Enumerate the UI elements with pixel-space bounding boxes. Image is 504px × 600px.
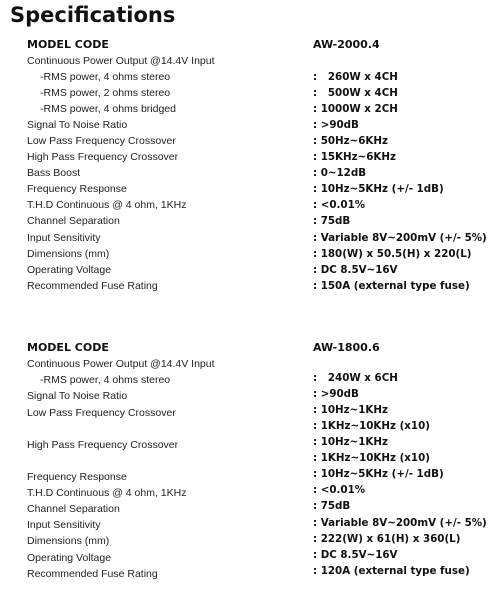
spec-label: -RMS power, 4 ohms bridged	[40, 103, 176, 115]
spec-value: : 240W x 6CH	[313, 372, 398, 384]
spec-value: : 75dB	[313, 500, 351, 512]
spec-label: Operating Voltage	[27, 552, 112, 564]
spec-value: : 1KHz~10KHz (x10)	[313, 420, 430, 432]
spec-label: -RMS power, 4 ohms stereo	[40, 374, 171, 386]
spec-label: Continuous Power Output @14.4V Input	[27, 358, 215, 370]
spec-value: : 222(W) x 61(H) x 360(L)	[313, 533, 461, 545]
spec-value: : >90dB	[313, 388, 359, 400]
spec-label: Low Pass Frequency Crossover	[27, 135, 176, 147]
spec-label: Signal To Noise Ratio	[27, 119, 128, 131]
spec-value: : 1000W x 2CH	[313, 103, 398, 115]
spec-label: Recommended Fuse Rating	[27, 280, 158, 292]
spec-value: : 10Hz~1KHz	[313, 436, 389, 448]
page-title: Specifications	[10, 3, 176, 27]
spec-label: T.H.D Continuous @ 4 ohm, 1KHz	[27, 199, 187, 211]
spec-value: : 260W x 4CH	[313, 71, 398, 83]
spec-value: : 10Hz~5KHz (+/- 1dB)	[313, 183, 444, 195]
spec-label: Input Sensitivity	[27, 232, 101, 244]
spec-label: Dimensions (mm)	[27, 535, 110, 547]
model-code-value: AW-1800.6	[313, 341, 380, 354]
spec-label: Input Sensitivity	[27, 519, 101, 531]
spec-value: : DC 8.5V~16V	[313, 264, 398, 276]
spec-value: : 150A (external type fuse)	[313, 280, 470, 292]
spec-label: Bass Boost	[27, 167, 81, 179]
spec-label: Channel Separation	[27, 215, 120, 227]
spec-label: -RMS power, 2 ohms stereo	[40, 87, 171, 99]
spec-value: : 10Hz~1KHz	[313, 404, 389, 416]
spec-value: : <0.01%	[313, 199, 366, 211]
spec-label: Recommended Fuse Rating	[27, 568, 158, 580]
spec-value: : Variable 8V~200mV (+/- 5%)	[313, 517, 487, 529]
spec-label: High Pass Frequency Crossover	[27, 439, 179, 451]
model-code-label: MODEL CODE	[27, 38, 109, 51]
spec-value: : 1KHz~10KHz (x10)	[313, 452, 430, 464]
spec-value: : 10Hz~5KHz (+/- 1dB)	[313, 468, 444, 480]
spec-value: : <0.01%	[313, 484, 366, 496]
spec-value: : 0~12dB	[313, 167, 367, 179]
spec-value: : 500W x 4CH	[313, 87, 398, 99]
spec-label: Continuous Power Output @14.4V Input	[27, 55, 215, 67]
spec-value: : 120A (external type fuse)	[313, 565, 470, 577]
spec-label: Frequency Response	[27, 471, 127, 483]
spec-value: : 180(W) x 50.5(H) x 220(L)	[313, 248, 472, 260]
spec-label: High Pass Frequency Crossover	[27, 151, 179, 163]
spec-label: -RMS power, 4 ohms stereo	[40, 71, 171, 83]
spec-label: Low Pass Frequency Crossover	[27, 407, 176, 419]
spec-value: : 75dB	[313, 215, 351, 227]
spec-label: Channel Separation	[27, 503, 120, 515]
spec-label: Frequency Response	[27, 183, 127, 195]
spec-value: : Variable 8V~200mV (+/- 5%)	[313, 232, 487, 244]
spec-value: : 50Hz~6KHz	[313, 135, 389, 147]
spec-label: Dimensions (mm)	[27, 248, 110, 260]
spec-value: : DC 8.5V~16V	[313, 549, 398, 561]
spec-label: Operating Voltage	[27, 264, 112, 276]
spec-label: T.H.D Continuous @ 4 ohm, 1KHz	[27, 487, 187, 499]
model-code-label: MODEL CODE	[27, 341, 109, 354]
spec-value: : 15KHz~6KHz	[313, 151, 397, 163]
spec-label: Signal To Noise Ratio	[27, 390, 128, 402]
model-code-value: AW-2000.4	[313, 38, 380, 51]
spec-value: : >90dB	[313, 119, 359, 131]
